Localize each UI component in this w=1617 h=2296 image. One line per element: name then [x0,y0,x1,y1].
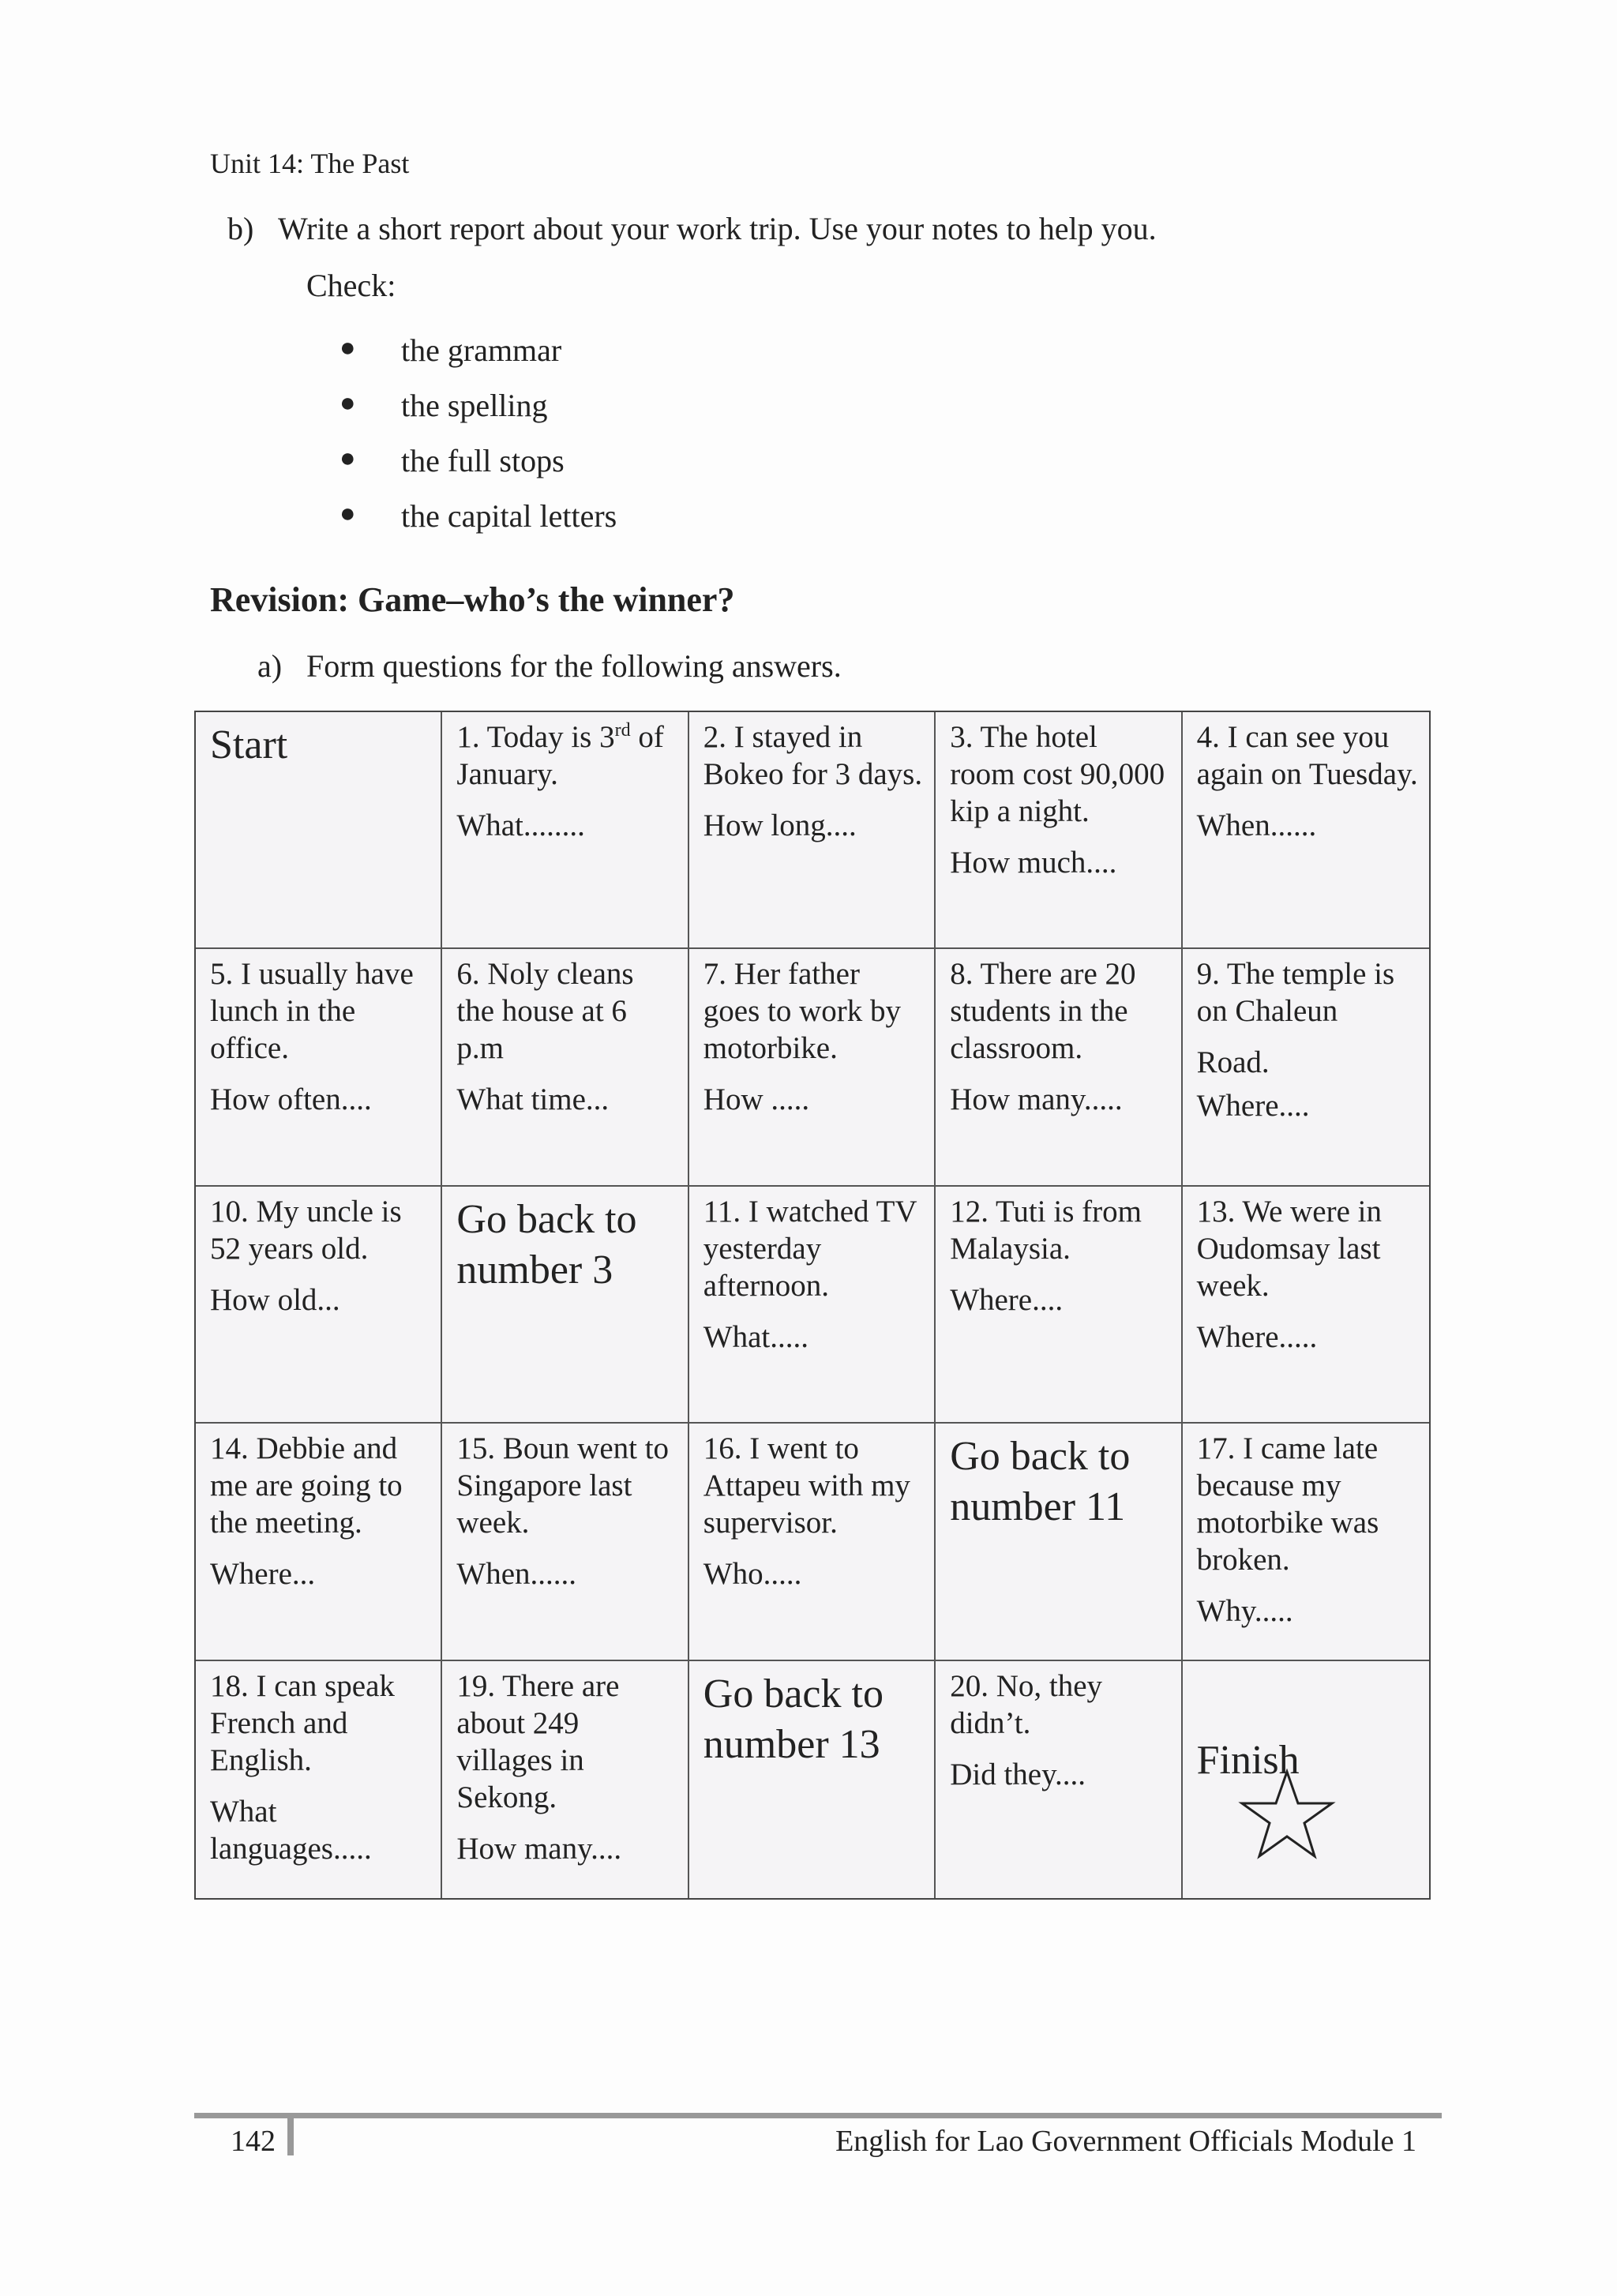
list-item: ● the grammar [340,332,562,368]
board-cell-15: 15. Boun went to Singapore last week. When...... [442,1424,688,1660]
board-cell-12: 12. Tuti is from Malaysia. Where.... [936,1187,1182,1424]
finish-label: Finish [1196,1737,1300,1783]
bullet-icon: ● [340,444,356,473]
page-number: 142 [231,2125,276,2158]
instruction-b [227,210,1157,247]
board-cell-2: 2. I stayed in Bokeo for 3 days. How long.... [689,712,936,949]
board-cell-8: 8. There are 20 students in the classroom. How many..... [936,949,1182,1186]
footer-divider [287,2113,294,2155]
board-cell-14: 14. Debbie and me are going to the meeting. Where... [196,1424,442,1660]
list-item: ● the spelling [340,388,548,423]
instruction-a-text: Form questions for the following answers. [306,648,842,684]
board-cell-3: 3. The hotel room cost 90,000 kip a night. How much.... [936,712,1182,949]
check-list [340,332,617,553]
list-item: ● the full stops [340,443,565,478]
board-cell-10: 10. My uncle is 52 years old. How old... [196,1187,442,1424]
board-cell-13: 13. We were in Oudomsay last week. Where..... [1183,1187,1429,1424]
board-cell-18: 18. I can speak French and English. What languages..... [196,1661,442,1898]
star-icon [1238,1769,1336,1860]
board-cell-go-back-3: Go back to number 3 [442,1187,688,1424]
bullet-icon: ● [340,499,356,528]
board-cell-17: 17. I came late because my motorbike was broken. Why..... [1183,1424,1429,1660]
footer-rule [194,2113,1442,2118]
list-item: ● the capital letters [340,498,617,534]
board-cell-7: 7. Her father goes to work by motorbike. How ..... [689,949,936,1186]
board-cell-6: 6. Noly cleans the house at 6 p.m What time... [442,949,688,1186]
board-cell-20: 20. No, they didn’t. Did they.... [936,1661,1182,1898]
board-cell-go-back-11: Go back to number 11 [936,1424,1182,1660]
check-label: Check: [306,268,396,303]
bullet-icon: ● [340,333,356,362]
bullet-icon: ● [340,388,356,418]
instruction-a [257,647,842,685]
section-title: Revision: Game–who’s the winner? [210,580,735,619]
board-cell-go-back-13: Go back to number 13 [689,1661,936,1898]
instruction-b-text: Write a short report about your work trip. Use your notes to help you. [278,211,1157,246]
game-board [194,711,1431,1900]
instruction-b-label: b) [227,211,254,246]
board-cell-5: 5. I usually have lunch in the office. How often.... [196,949,442,1186]
board-cell-4: 4. I can see you again on Tuesday. When...... [1183,712,1429,949]
board-cell-1: 1. Today is 3rd of January. What........ [442,712,688,949]
board-cell-finish [1183,1661,1429,1898]
footer-title: English for Lao Government Officials Module 1 [835,2125,1416,2158]
board-cell-start: Start [196,712,442,949]
board-cell-11: 11. I watched TV yesterday afternoon. What..... [689,1187,936,1424]
board-cell-9: 9. The temple is on Chaleun Road. Where.... [1183,949,1429,1186]
unit-header: Unit 14: The Past [210,148,410,179]
instruction-a-label: a) [257,648,283,684]
board-cell-19: 19. There are about 249 villages in Sekong. How many.... [442,1661,688,1898]
board-cell-16: 16. I went to Attapeu with my supervisor. Who..... [689,1424,936,1660]
